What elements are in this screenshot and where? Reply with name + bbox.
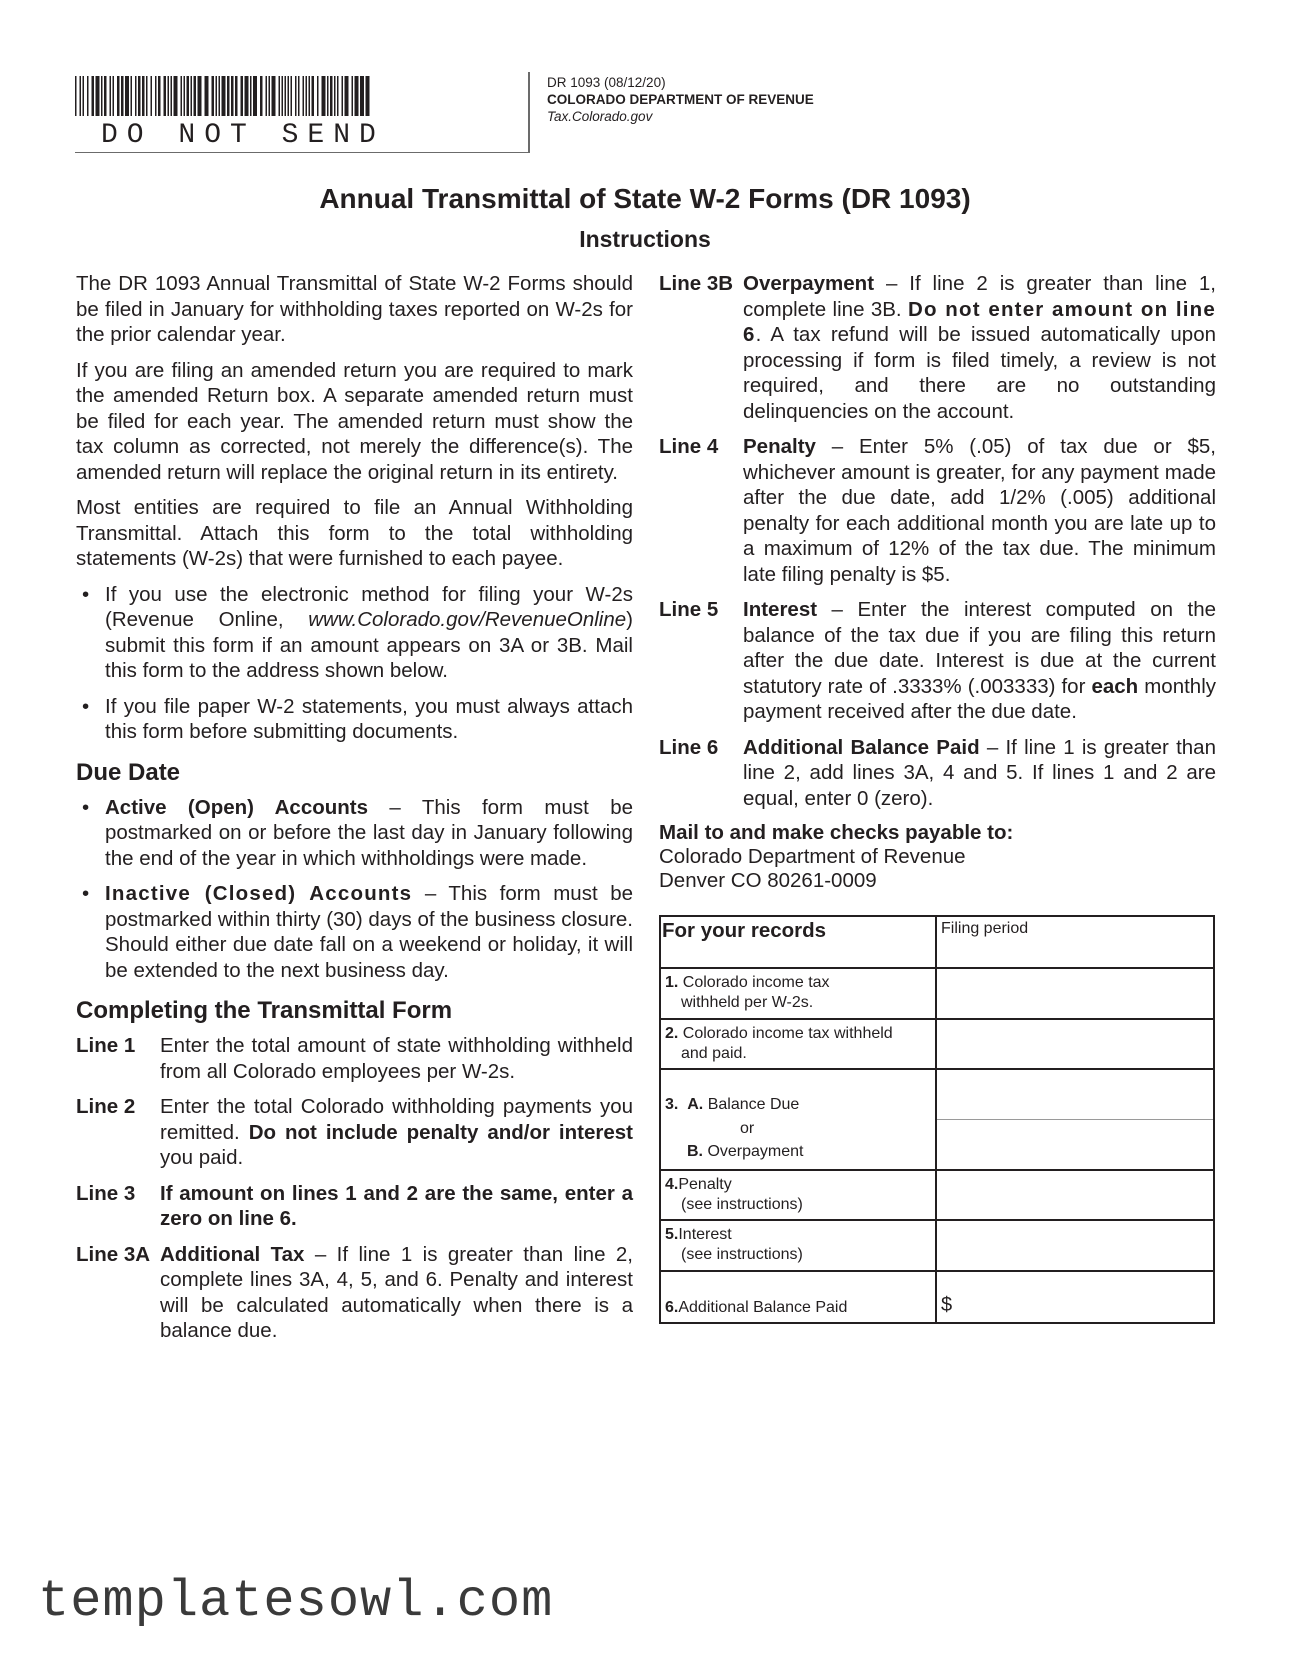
line-3b-instruction (659, 271, 1216, 424)
line-label: Line 4 (659, 435, 719, 458)
line-text-part: monthly payment received after the due date. (743, 674, 1217, 723)
line-text-bold: Overpayment (743, 272, 875, 295)
line-label: Line 3B (659, 272, 734, 295)
department-name: COLORADO DEPARTMENT OF REVENUE (547, 92, 814, 107)
row-text: Overpayment (707, 1143, 804, 1160)
row-6-amount-field[interactable] (935, 1272, 1213, 1322)
line-6-instruction (659, 735, 1216, 812)
barcode-block (75, 72, 530, 153)
intro-paragraph-2: If you are filing an amended return you are required to mark the amended Return box. A separate amended return must be filed for each year. The amended return must show the tax column as corrected, not merely the difference(s). The amended return will replace the original return in its entirety. (76, 358, 633, 484)
line-text (743, 735, 1216, 812)
row-letter: B. (687, 1143, 703, 1160)
records-row-1 (661, 967, 1213, 1018)
row-label (661, 1020, 935, 1068)
barcode-icon (75, 76, 375, 118)
row-label (661, 1171, 935, 1219)
line-label: Line 6 (659, 735, 719, 759)
line-text (160, 1242, 633, 1344)
line-label: Line 3 (76, 1181, 136, 1205)
line-text: If amount on lines 1 and 2 are the same, enter a zero on line 6. (160, 1181, 633, 1230)
line-text-bold: Interest (743, 598, 818, 621)
line-text-bold: each (1091, 674, 1139, 698)
records-row-4 (661, 1169, 1213, 1219)
mailing-address (659, 821, 1216, 893)
line-text (160, 1094, 633, 1171)
intro-paragraph-1: The DR 1093 Annual Transmittal of State W-2 Forms should be filed in January for withholding taxes reported on W-2s for the prior calendar year. (76, 272, 633, 346)
row-label (661, 1070, 935, 1169)
bullet-inactive-accounts (76, 881, 633, 983)
line-label: Line 3A (76, 1242, 151, 1266)
row-text: or (740, 1120, 755, 1137)
bullet-text: If you use the electronic method for filing your W-2s (Revenue Online, (105, 582, 633, 631)
line-text: Enter the total amount of state withholding withheld from all Colorado employees per W-2s. (160, 1034, 633, 1083)
department-website: Tax.Colorado.gov (547, 109, 653, 124)
row-label (661, 1272, 935, 1322)
line-text-part: Enter the total Colorado withholding payments you remitted. (160, 1095, 633, 1144)
do-not-send-label: DO NOT SEND (101, 120, 385, 151)
row-1-amount-field[interactable] (935, 969, 1213, 1018)
records-heading-cell (661, 917, 935, 967)
bullet-bold: Inactive (Closed) Accounts (105, 882, 413, 905)
line-4-instruction (659, 434, 1216, 587)
line-text-part: – If line 1 is greater than line 2, add lines 3A, 4 and 5. If lines 1 and 2 are equal, enter 0 (zero). (743, 735, 1216, 810)
records-table (659, 915, 1215, 1324)
bullet-text: ) submit this form if an amount appears on 3A or 3B. Mail this form to the address shown below. (105, 608, 633, 682)
row-text: (see instructions) (681, 1196, 803, 1213)
row-text: Interest (678, 1226, 732, 1243)
bullet-text: – This form must be postmarked on or before the last day in January following the end of the year in which withholdings were made. (105, 795, 633, 870)
line-label: Line 5 (659, 598, 719, 621)
line-text-part: – If line 1 is greater than line 2, complete lines 3A, 4, 5, and 6. Penalty and interest will be calculated automatically when there is a balance due. (160, 1242, 633, 1342)
line-text-bold: Additional Balance Paid (743, 735, 980, 759)
row-number: 4. (665, 1176, 679, 1193)
revenue-online-link[interactable]: www.Colorado.gov/RevenueOnline (308, 608, 627, 631)
records-row-5 (661, 1219, 1213, 1270)
mail-line: Colorado Department of Revenue (659, 845, 966, 868)
line-text-part: . A tax refund will be issued automatically upon processing if form is filed timely, a review is not required, and there are no outstanding delinquencies on the account. (743, 323, 1216, 423)
due-date-heading: Due Date (76, 758, 181, 786)
row-4-amount-field[interactable] (935, 1171, 1213, 1219)
row-number: 3. (665, 1096, 679, 1113)
page-title: Annual Transmittal of State W-2 Forms (DR 1093) (319, 183, 971, 214)
mail-heading: Mail to and make checks payable to: (659, 821, 1014, 844)
mail-line: Denver CO 80261-0009 (659, 869, 877, 892)
form-meta (547, 74, 814, 125)
line-text-bold: Do not include penalty and/or interest (248, 1120, 633, 1144)
right-column (659, 271, 1216, 893)
row-text: Colorado income tax withheld (682, 1025, 893, 1042)
row-5-amount-field[interactable] (935, 1221, 1213, 1270)
row-text: Additional Balance Paid (678, 1299, 848, 1316)
completing-heading: Completing the Transmittal Form (76, 997, 453, 1024)
bullet-paper-filing: • If you file paper W-2 statements, you must always attach this form before submitting documents. (76, 694, 633, 745)
row-text: withheld per W-2s. (681, 994, 814, 1011)
row-letter: A. (687, 1096, 704, 1113)
records-row-2 (661, 1018, 1213, 1068)
line-text-bold: Additional Tax (160, 1242, 305, 1266)
line-text (743, 434, 1216, 587)
line-label: Line 1 (76, 1034, 136, 1057)
row-number: 6. (665, 1299, 679, 1316)
line-2-instruction (76, 1094, 633, 1171)
line-3-instruction (76, 1181, 633, 1232)
records-row-3 (661, 1068, 1213, 1169)
line-text-part: – Enter the interest computed on the balance of the tax due if you are filing this return after the due date. Interest is due at the current statutory rate of .3333% (.003333) for (743, 598, 1216, 698)
line-text-bold: Penalty (743, 435, 816, 458)
left-column (76, 271, 633, 1354)
watermark: templatesowl.com (38, 1572, 554, 1631)
line-text (743, 597, 1216, 725)
filing-period-field[interactable] (935, 917, 1213, 967)
bullet-active-accounts (76, 795, 633, 872)
row-3-amount-fields[interactable] (935, 1070, 1213, 1169)
line-text-part: – Enter 5% (.05) of tax due or $5, whichever amount is greater, for any payment made after the due date, add 1/2% (.005) additional penalty for each additional month you are late up to a maximum of 12% of the tax due. The minimum late filing penalty is $5. (743, 435, 1216, 586)
bullet-text: – This form must be postmarked within thirty (30) days of the business closure. Should either due date fall on a weekend or holiday, it will be extended to the next business day. (105, 882, 633, 982)
line-label: Line 2 (76, 1095, 136, 1118)
row-number: 2. (665, 1025, 679, 1042)
row-text: and paid. (681, 1045, 747, 1062)
bullet-electronic-filing (76, 582, 633, 684)
row-label (661, 969, 935, 1018)
row-number: 1. (665, 974, 679, 991)
records-heading: For your records (662, 919, 827, 942)
row-text: (see instructions) (681, 1246, 803, 1263)
row-3-divider (937, 1119, 1213, 1120)
row-text: Penalty (678, 1176, 732, 1193)
row-text: Balance Due (707, 1096, 800, 1113)
row-text: Colorado income tax (682, 974, 830, 991)
bullet-bold: Active (Open) Accounts (105, 795, 369, 819)
row-2-amount-field[interactable] (935, 1020, 1213, 1068)
line-3a-instruction (76, 1242, 633, 1344)
intro-paragraph-3: Most entities are required to file an Annual Withholding Transmittal. Attach this form to the total withholding statements (W-2s) that were furnished to each payee. (76, 496, 633, 570)
line-text-bold: Do not enter amount on line 6 (743, 297, 1216, 346)
currency-symbol: $ (941, 1294, 953, 1316)
form-number: DR 1093 (08/12/20) (547, 75, 666, 90)
line-5-instruction (659, 597, 1216, 725)
line-1-instruction (76, 1033, 633, 1084)
header-divider (528, 72, 530, 152)
line-text-part: – If line 2 is greater than line 1, complete line 3B. (743, 272, 1216, 321)
row-label (661, 1221, 935, 1270)
filing-period-label: Filing period (941, 920, 1029, 937)
page-subtitle: Instructions (579, 226, 711, 252)
line-text-part: you paid. (160, 1146, 244, 1169)
line-text (743, 271, 1216, 424)
row-number: 5. (665, 1226, 679, 1243)
records-row-6 (661, 1270, 1213, 1322)
